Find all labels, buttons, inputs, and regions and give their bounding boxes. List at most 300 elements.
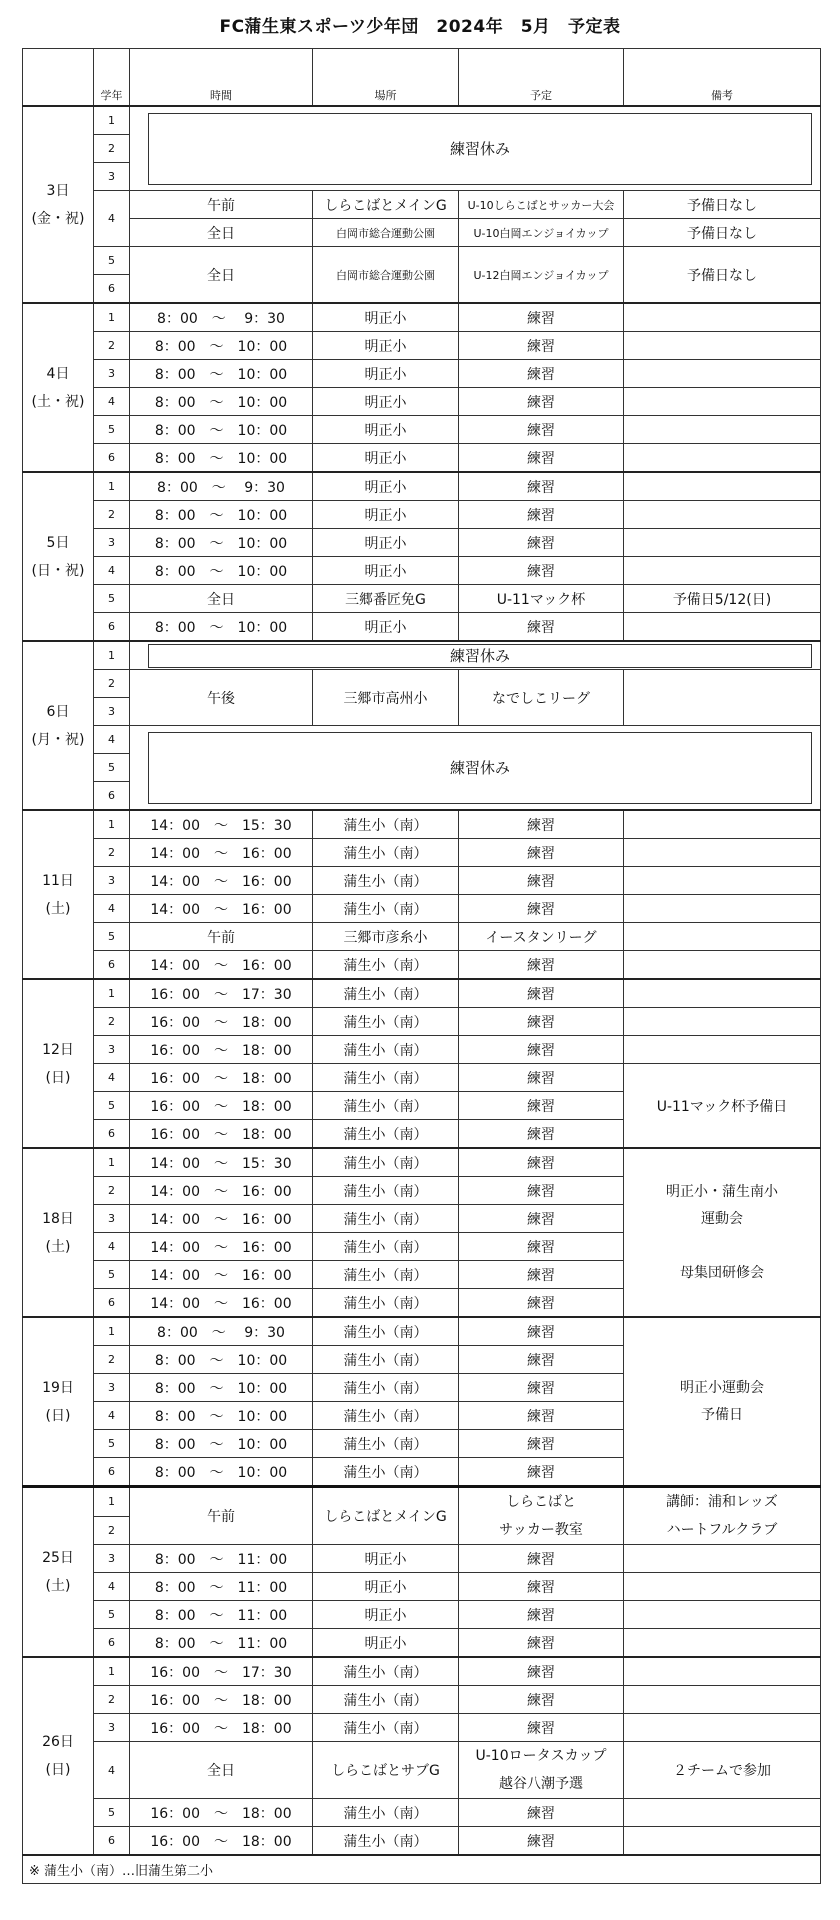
table-row [23, 1827, 821, 1856]
place-cell: 明正小 [313, 1629, 459, 1658]
note-cell [624, 360, 821, 388]
plan-cell: 練習 [459, 1657, 624, 1686]
header-time: 時間 [130, 49, 313, 107]
place-cell: 三郷番匠免G [313, 585, 459, 613]
date-cell: 5日 (日・祝) [23, 472, 94, 641]
time-cell: 14：00 ～ 16：00 [130, 895, 313, 923]
time-cell: 8：00 ～ 9：30 [130, 303, 313, 332]
grade-cell: 2 [94, 1008, 130, 1036]
plan-cell: なでしこリーグ [459, 670, 624, 726]
grade-cell: 4 [94, 1402, 130, 1430]
plan-cell: 練習 [459, 1289, 624, 1318]
table-row [23, 1064, 821, 1092]
place-cell: 明正小 [313, 529, 459, 557]
place-cell: 明正小 [313, 444, 459, 473]
note-cell [624, 444, 821, 473]
plan-cell: 練習 [459, 472, 624, 501]
grade-cell: 4 [94, 1233, 130, 1261]
note-cell: 明正小・蒲生南小 運動会 母集団研修会 [624, 1148, 821, 1317]
table-row [23, 1487, 821, 1517]
plan-cell: 練習 [459, 1686, 624, 1714]
header-row [23, 49, 821, 107]
table-row [23, 1148, 821, 1177]
table-row [23, 839, 821, 867]
note-cell [624, 1799, 821, 1827]
table-row [23, 670, 821, 698]
grade-cell: 2 [94, 1516, 130, 1545]
table-row [23, 1317, 821, 1346]
note-cell [624, 388, 821, 416]
time-cell: 8：00 ～ 10：00 [130, 529, 313, 557]
plan-cell: 練習 [459, 1261, 624, 1289]
time-cell: 8：00 ～ 11：00 [130, 1545, 313, 1573]
plan-cell: U-11マック杯 [459, 585, 624, 613]
grade-cell: 2 [94, 1686, 130, 1714]
note-cell [624, 1036, 821, 1064]
time-cell: 16：00 ～ 18：00 [130, 1036, 313, 1064]
note-cell [624, 1714, 821, 1742]
note-cell [624, 613, 821, 642]
rest-cell [130, 641, 821, 670]
grade-cell: 1 [94, 1317, 130, 1346]
place-cell: 明正小 [313, 501, 459, 529]
time-cell: 14：00 ～ 15：30 [130, 1148, 313, 1177]
plan-cell: 練習 [459, 867, 624, 895]
time-cell: 8：00 ～ 11：00 [130, 1601, 313, 1629]
place-cell: 蒲生小（南） [313, 979, 459, 1008]
plan-cell: 練習 [459, 1148, 624, 1177]
plan-cell: 練習 [459, 1374, 624, 1402]
table-row [23, 810, 821, 839]
rest-cell [130, 726, 821, 811]
time-cell: 14：00 ～ 16：00 [130, 1289, 313, 1318]
note-cell [624, 1601, 821, 1629]
plan-cell: 練習 [459, 613, 624, 642]
grade-cell: 2 [94, 1346, 130, 1374]
time-cell: 14：00 ～ 16：00 [130, 839, 313, 867]
time-cell: 全日 [130, 585, 313, 613]
plan-cell: 練習 [459, 332, 624, 360]
place-cell: 蒲生小（南） [313, 1177, 459, 1205]
note-cell: U-11マック杯予備日 [624, 1064, 821, 1149]
plan-cell: 練習 [459, 895, 624, 923]
place-cell: 明正小 [313, 332, 459, 360]
plan-cell: 練習 [459, 501, 624, 529]
grade-cell: 2 [94, 501, 130, 529]
time-cell: 16：00 ～ 17：30 [130, 979, 313, 1008]
note-cell [624, 670, 821, 726]
table-row [23, 726, 821, 754]
note-cell [624, 1545, 821, 1573]
time-cell: 8：00 ～ 10：00 [130, 388, 313, 416]
place-cell: 蒲生小（南） [313, 1148, 459, 1177]
plan-cell: 練習 [459, 1402, 624, 1430]
note-cell: 予備日なし [624, 247, 821, 304]
plan-cell: 練習 [459, 979, 624, 1008]
table-row [23, 1008, 821, 1036]
note-cell [624, 979, 821, 1008]
table-row [23, 613, 821, 642]
note-cell [624, 1827, 821, 1856]
time-cell: 午前 [130, 191, 313, 219]
grade-cell: 4 [94, 1742, 130, 1799]
grade-cell: 2 [94, 1177, 130, 1205]
note-cell: 予備日なし [624, 191, 821, 219]
header-grade: 学年 [94, 49, 130, 107]
grade-cell: 6 [94, 1827, 130, 1856]
grade-cell: 6 [94, 613, 130, 642]
page-title: FC蒲生東スポーツ少年団 2024年 5月 予定表 [219, 17, 621, 37]
note-cell [624, 1629, 821, 1658]
note-cell [624, 895, 821, 923]
note-cell: 予備日5/12(日) [624, 585, 821, 613]
place-cell: 明正小 [313, 1545, 459, 1573]
place-cell: 三郷市彦糸小 [313, 923, 459, 951]
table-row [23, 867, 821, 895]
table-row [23, 951, 821, 980]
time-cell: 16：00 ～ 17：30 [130, 1657, 313, 1686]
footer-note: ※ 蒲生小（南）…旧蒲生第二小 [23, 1855, 821, 1884]
note-cell: 講師：浦和レッズ ハートフルクラブ [624, 1487, 821, 1545]
note-cell: 明正小運動会 予備日 [624, 1317, 821, 1487]
place-cell: 明正小 [313, 303, 459, 332]
time-cell: 8：00 ～ 10：00 [130, 1430, 313, 1458]
table-row [23, 1545, 821, 1573]
grade-cell: 6 [94, 782, 130, 811]
time-cell: 14：00 ～ 16：00 [130, 867, 313, 895]
schedule-table [22, 48, 821, 1884]
time-cell: 14：00 ～ 16：00 [130, 1177, 313, 1205]
plan-cell: 練習 [459, 1545, 624, 1573]
place-cell: 蒲生小（南） [313, 1064, 459, 1092]
place-cell: 明正小 [313, 388, 459, 416]
grade-cell: 6 [94, 1458, 130, 1487]
plan-cell: 練習 [459, 557, 624, 585]
date-cell: 6日 (月・祝) [23, 641, 94, 810]
date-cell: 19日 (日) [23, 1317, 94, 1487]
grade-cell: 2 [94, 135, 130, 163]
note-cell [624, 557, 821, 585]
place-cell: 白岡市総合運動公園 [313, 219, 459, 247]
grade-cell: 6 [94, 444, 130, 473]
grade-cell: 6 [94, 1120, 130, 1149]
place-cell: 蒲生小（南） [313, 1092, 459, 1120]
time-cell: 午前 [130, 1487, 313, 1545]
grade-cell: 1 [94, 472, 130, 501]
grade-cell: 4 [94, 1573, 130, 1601]
table-row [23, 1714, 821, 1742]
plan-cell: イースタンリーグ [459, 923, 624, 951]
place-cell: 蒲生小（南） [313, 1458, 459, 1487]
grade-cell: 4 [94, 726, 130, 754]
note-cell: 予備日なし [624, 219, 821, 247]
grade-cell: 5 [94, 1261, 130, 1289]
place-cell: 明正小 [313, 1573, 459, 1601]
header-date [23, 49, 94, 107]
place-cell: 蒲生小（南） [313, 951, 459, 980]
time-cell: 16：00 ～ 18：00 [130, 1714, 313, 1742]
place-cell: 蒲生小（南） [313, 1827, 459, 1856]
plan-cell: 練習 [459, 1430, 624, 1458]
table-row [23, 1686, 821, 1714]
note-cell: ２チームで参加 [624, 1742, 821, 1799]
time-cell: 8：00 ～ 10：00 [130, 1402, 313, 1430]
table-row [23, 501, 821, 529]
table-row [23, 106, 821, 135]
table-row [23, 1601, 821, 1629]
grade-cell: 6 [94, 275, 130, 304]
time-cell: 8：00 ～ 10：00 [130, 557, 313, 585]
header-plan: 予定 [459, 49, 624, 107]
time-cell: 8：00 ～ 10：00 [130, 501, 313, 529]
time-cell: 8：00 ～ 11：00 [130, 1629, 313, 1658]
plan-cell: しらこばと サッカー教室 [459, 1487, 624, 1545]
grade-cell: 1 [94, 979, 130, 1008]
grade-cell: 2 [94, 670, 130, 698]
grade-cell: 1 [94, 810, 130, 839]
place-cell: 蒲生小（南） [313, 1402, 459, 1430]
plan-cell: 練習 [459, 360, 624, 388]
plan-cell: 練習 [459, 1799, 624, 1827]
plan-cell: 練習 [459, 1629, 624, 1658]
place-cell: しらこばとサブG [313, 1742, 459, 1799]
time-cell: 14：00 ～ 16：00 [130, 1233, 313, 1261]
place-cell: 蒲生小（南） [313, 1317, 459, 1346]
grade-cell: 5 [94, 416, 130, 444]
place-cell: 明正小 [313, 472, 459, 501]
table-row [23, 303, 821, 332]
plan-cell: 練習 [459, 1458, 624, 1487]
header-place: 場所 [313, 49, 459, 107]
plan-cell: 練習 [459, 388, 624, 416]
grade-cell: 2 [94, 332, 130, 360]
grade-cell: 1 [94, 1148, 130, 1177]
plan-cell: 練習 [459, 1233, 624, 1261]
plan-cell: 練習 [459, 444, 624, 473]
table-row [23, 1629, 821, 1658]
grade-cell: 5 [94, 1430, 130, 1458]
plan-cell: 練習 [459, 1008, 624, 1036]
date-cell: 25日 (土) [23, 1487, 94, 1658]
place-cell: 蒲生小（南） [313, 1289, 459, 1318]
time-cell: 8：00 ～ 9：30 [130, 472, 313, 501]
grade-cell: 3 [94, 1374, 130, 1402]
grade-cell: 2 [94, 839, 130, 867]
grade-cell: 5 [94, 1799, 130, 1827]
plan-cell: 練習 [459, 1827, 624, 1856]
grade-cell: 5 [94, 1092, 130, 1120]
note-cell [624, 472, 821, 501]
footer-row [23, 1855, 821, 1884]
place-cell: 白岡市総合運動公園 [313, 247, 459, 304]
place-cell: 蒲生小（南） [313, 1205, 459, 1233]
time-cell: 8：00 ～ 10：00 [130, 444, 313, 473]
place-cell: 明正小 [313, 557, 459, 585]
place-cell: 蒲生小（南） [313, 1686, 459, 1714]
plan-cell: 練習 [459, 1346, 624, 1374]
plan-cell: 練習 [459, 1205, 624, 1233]
date-cell: 3日 (金・祝) [23, 106, 94, 303]
time-cell: 16：00 ～ 18：00 [130, 1120, 313, 1149]
grade-cell: 3 [94, 1205, 130, 1233]
place-cell: 蒲生小（南） [313, 1233, 459, 1261]
grade-cell: 3 [94, 698, 130, 726]
place-cell: 蒲生小（南） [313, 1714, 459, 1742]
grade-cell: 5 [94, 247, 130, 275]
plan-cell: 練習 [459, 1092, 624, 1120]
time-cell: 8：00 ～ 10：00 [130, 416, 313, 444]
place-cell: 蒲生小（南） [313, 1036, 459, 1064]
plan-cell: 練習 [459, 1064, 624, 1092]
rest-label: 練習休み [148, 113, 812, 185]
place-cell: 蒲生小（南） [313, 1008, 459, 1036]
table-row [23, 360, 821, 388]
plan-cell: 練習 [459, 951, 624, 980]
header-note: 備考 [624, 49, 821, 107]
grade-cell: 3 [94, 1036, 130, 1064]
grade-cell: 5 [94, 585, 130, 613]
time-cell: 16：00 ～ 18：00 [130, 1064, 313, 1092]
table-row [23, 388, 821, 416]
time-cell: 14：00 ～ 16：00 [130, 1261, 313, 1289]
plan-cell: 練習 [459, 839, 624, 867]
place-cell: 蒲生小（南） [313, 1346, 459, 1374]
time-cell: 8：00 ～ 11：00 [130, 1573, 313, 1601]
plan-cell: 練習 [459, 1120, 624, 1149]
time-cell: 8：00 ～ 9：30 [130, 1317, 313, 1346]
place-cell: しらこばとメインG [313, 191, 459, 219]
rest-label: 練習休み [148, 644, 812, 668]
plan-cell: 練習 [459, 810, 624, 839]
place-cell: 蒲生小（南） [313, 1799, 459, 1827]
place-cell: 明正小 [313, 360, 459, 388]
grade-cell: 1 [94, 106, 130, 135]
place-cell: 明正小 [313, 613, 459, 642]
grade-cell: 4 [94, 1064, 130, 1092]
table-row [23, 1799, 821, 1827]
plan-cell: 練習 [459, 1601, 624, 1629]
date-cell: 18日 (土) [23, 1148, 94, 1317]
date-cell: 4日 (土・祝) [23, 303, 94, 472]
grade-cell: 1 [94, 1487, 130, 1517]
time-cell: 8：00 ～ 10：00 [130, 1458, 313, 1487]
grade-cell: 3 [94, 867, 130, 895]
note-cell [624, 810, 821, 839]
date-cell: 12日 (日) [23, 979, 94, 1148]
time-cell: 8：00 ～ 10：00 [130, 1374, 313, 1402]
time-cell: 8：00 ～ 10：00 [130, 332, 313, 360]
plan-cell: 練習 [459, 529, 624, 557]
plan-cell: 練習 [459, 1317, 624, 1346]
time-cell: 全日 [130, 219, 313, 247]
grade-cell: 1 [94, 303, 130, 332]
plan-cell: U-10白岡エンジョイカップ [459, 219, 624, 247]
date-cell: 26日 (日) [23, 1657, 94, 1855]
place-cell: 蒲生小（南） [313, 1657, 459, 1686]
note-cell [624, 1008, 821, 1036]
time-cell: 全日 [130, 247, 313, 304]
place-cell: 蒲生小（南） [313, 1261, 459, 1289]
time-cell: 14：00 ～ 15：30 [130, 810, 313, 839]
grade-cell: 3 [94, 1714, 130, 1742]
place-cell: しらこばとメインG [313, 1487, 459, 1545]
grade-cell: 6 [94, 951, 130, 980]
note-cell [624, 1686, 821, 1714]
time-cell: 8：00 ～ 10：00 [130, 360, 313, 388]
table-row [23, 416, 821, 444]
place-cell: 明正小 [313, 416, 459, 444]
grade-cell: 4 [94, 388, 130, 416]
date-cell: 11日 (土) [23, 810, 94, 979]
time-cell: 16：00 ～ 18：00 [130, 1008, 313, 1036]
table-row [23, 1573, 821, 1601]
grade-cell: 3 [94, 360, 130, 388]
note-cell [624, 416, 821, 444]
note-cell [624, 839, 821, 867]
table-row [23, 1657, 821, 1686]
grade-cell: 4 [94, 895, 130, 923]
table-row [23, 529, 821, 557]
plan-cell: 練習 [459, 1177, 624, 1205]
place-cell: 蒲生小（南） [313, 839, 459, 867]
grade-cell: 1 [94, 1657, 130, 1686]
time-cell: 16：00 ～ 18：00 [130, 1827, 313, 1856]
time-cell: 午後 [130, 670, 313, 726]
note-cell [624, 951, 821, 980]
time-cell: 14：00 ～ 16：00 [130, 1205, 313, 1233]
time-cell: 14：00 ～ 16：00 [130, 951, 313, 980]
note-cell [624, 1573, 821, 1601]
grade-cell: 6 [94, 1289, 130, 1318]
note-cell [624, 1657, 821, 1686]
note-cell [624, 867, 821, 895]
place-cell: 蒲生小（南） [313, 895, 459, 923]
grade-cell: 5 [94, 754, 130, 782]
plan-cell: 練習 [459, 303, 624, 332]
table-row [23, 472, 821, 501]
place-cell: 蒲生小（南） [313, 867, 459, 895]
grade-cell: 3 [94, 529, 130, 557]
table-row [23, 444, 821, 473]
plan-cell: 練習 [459, 416, 624, 444]
place-cell: 蒲生小（南） [313, 810, 459, 839]
place-cell: 明正小 [313, 1601, 459, 1629]
grade-cell: 3 [94, 1545, 130, 1573]
table-row [23, 895, 821, 923]
table-row [23, 641, 821, 670]
table-row [23, 557, 821, 585]
table-row [23, 1036, 821, 1064]
time-cell: 16：00 ～ 18：00 [130, 1092, 313, 1120]
note-cell [624, 501, 821, 529]
place-cell: 三郷市高州小 [313, 670, 459, 726]
place-cell: 蒲生小（南） [313, 1374, 459, 1402]
note-cell [624, 923, 821, 951]
grade-cell: 4 [94, 557, 130, 585]
plan-cell: 練習 [459, 1714, 624, 1742]
place-cell: 蒲生小（南） [313, 1120, 459, 1149]
place-cell: 蒲生小（南） [313, 1430, 459, 1458]
plan-cell: U-10しらこばとサッカー大会 [459, 191, 624, 219]
table-row [23, 332, 821, 360]
plan-cell: U-12白岡エンジョイカップ [459, 247, 624, 304]
plan-cell: U-10ロータスカップ 越谷八潮予選 [459, 1742, 624, 1799]
time-cell: 16：00 ～ 18：00 [130, 1686, 313, 1714]
grade-cell: 1 [94, 641, 130, 670]
time-cell: 午前 [130, 923, 313, 951]
time-cell: 8：00 ～ 10：00 [130, 1346, 313, 1374]
grade-cell: 5 [94, 923, 130, 951]
